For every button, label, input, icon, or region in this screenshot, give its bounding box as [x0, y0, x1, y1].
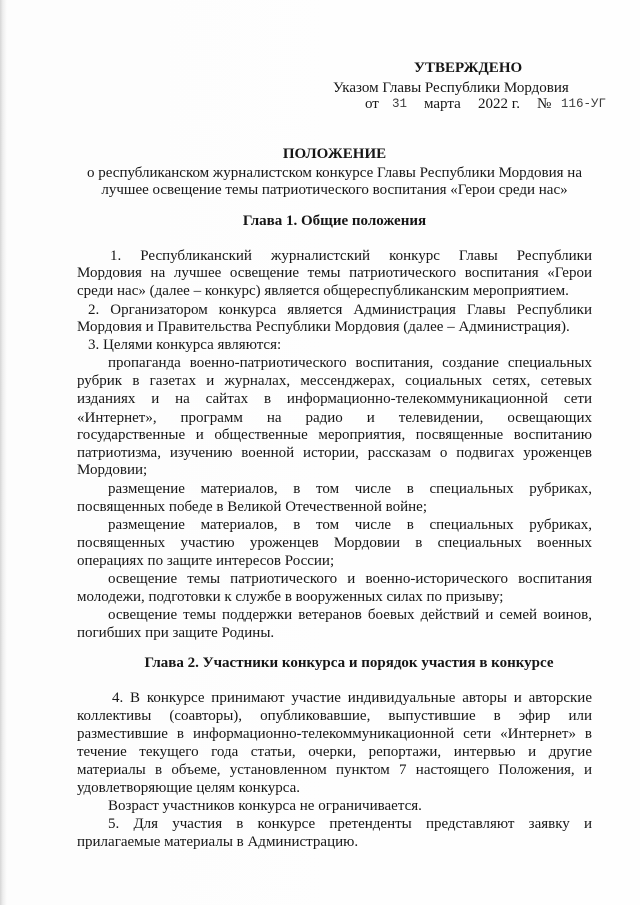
goal-line: Мордовии;: [77, 462, 148, 478]
approval-number: 116-УГ: [561, 97, 607, 111]
paragraph-line: 4. В конкурсе принимают участие индивидуальные авторы и авторские: [112, 690, 592, 706]
goal-line: операциях по защите интересов России;: [77, 553, 335, 569]
goal-line: размещение материалов, в том числе в специальных рубриках,: [108, 517, 592, 533]
approval-month: марта: [424, 96, 461, 112]
goal-line: посвященных участию уроженцев Мордовии в специальных военных: [77, 535, 592, 551]
goal-line: освещение темы патриотического и военно-исторического воспитания: [108, 571, 592, 587]
approval-decree: Указом Главы Республики Мордовия: [333, 80, 569, 96]
goal-line: молодежи, подготовки к службе в вооруженных силах по призыву;: [77, 589, 504, 605]
approval-title: УТВЕРЖДЕНО: [414, 60, 523, 76]
goal-line: патриотизма, изучению военной истории, рассказам о подвигах уроженцев: [77, 445, 592, 461]
paragraph-line: Мордовия и Правительства Республики Мордовия (далее – Администрация).: [77, 319, 570, 335]
paragraph-line: 1. Республиканский журналистский конкурс Главы Республики: [110, 248, 592, 264]
approval-year: 2022 г.: [478, 96, 520, 112]
document-subtitle-line: о республиканском журналистском конкурсе Главы Республики Мордовия на: [87, 165, 582, 181]
paragraph-line: 5. Для участия в конкурсе претенденты представляют заявку и: [108, 816, 592, 832]
paragraph-line: удовлетворяющие целям конкурса.: [77, 780, 301, 796]
paragraph-line: 2. Организатором конкурса является Администрация Главы Республики: [88, 302, 592, 318]
goal-line: посвященных победе в Великой Отечественной войне;: [77, 499, 428, 515]
paragraph-line: среди нас» (далее – конкурс) является общереспубликанским мероприятием.: [77, 283, 569, 299]
chapter-2-title: Глава 2. Участники конкурса и порядок участия в конкурсе: [144, 655, 554, 671]
paragraph-line: Мордовия на лучшее освещение темы патриотического воспитания «Герои: [77, 265, 592, 281]
approval-day: 31: [392, 97, 408, 111]
paragraph-3: 3. Целями конкурса являются:: [88, 337, 282, 353]
goal-line: погибших при защите Родины.: [77, 625, 275, 641]
approval-date-prefix: от: [365, 96, 379, 112]
paragraph-line: прилагаемые материалы в Администрацию.: [77, 834, 359, 850]
approval-number-sign: №: [537, 96, 552, 112]
goal-line: «Интернет», программ на радио и телевидении, освещающих: [77, 410, 592, 426]
goal-line: освещение темы поддержки ветеранов боевых действий и семей воинов,: [108, 607, 592, 623]
document-subtitle-line: лучшее освещение темы патриотического воспитания «Герои среди нас»: [101, 182, 568, 198]
document-title: ПОЛОЖЕНИЕ: [282, 146, 387, 162]
goal-line: государственные и общественные мероприятия, посвященные воспитанию: [77, 427, 592, 443]
goal-line: пропаганда военно-патриотического воспитания, создание специальных: [108, 355, 592, 371]
paragraph-line: разместившие в информационно-телекоммуникационной сети «Интернет» в: [77, 726, 592, 742]
goal-line: размещение материалов, в том числе в специальных рубриках,: [108, 481, 592, 497]
chapter-1-title: Глава 1. Общие положения: [242, 213, 427, 229]
age-paragraph: Возраст участников конкурса не ограничивается.: [108, 798, 422, 814]
goal-line: рубрик в газетах и журналах, мессенджерах, социальных сетях, сетевых: [77, 373, 592, 389]
paragraph-line: материалы в объеме, установленном пунктом 7 настоящего Положения, и: [77, 762, 592, 778]
goal-line: изданиях и на сайтах в информационно-телекоммуникационной сети: [77, 391, 592, 407]
paragraph-line: коллективы (соавторы), опубликовавшие, выпустившие в эфир или: [77, 708, 592, 724]
paragraph-line: течение текущего года статьи, очерки, репортажи, интервью и другие: [77, 744, 592, 760]
